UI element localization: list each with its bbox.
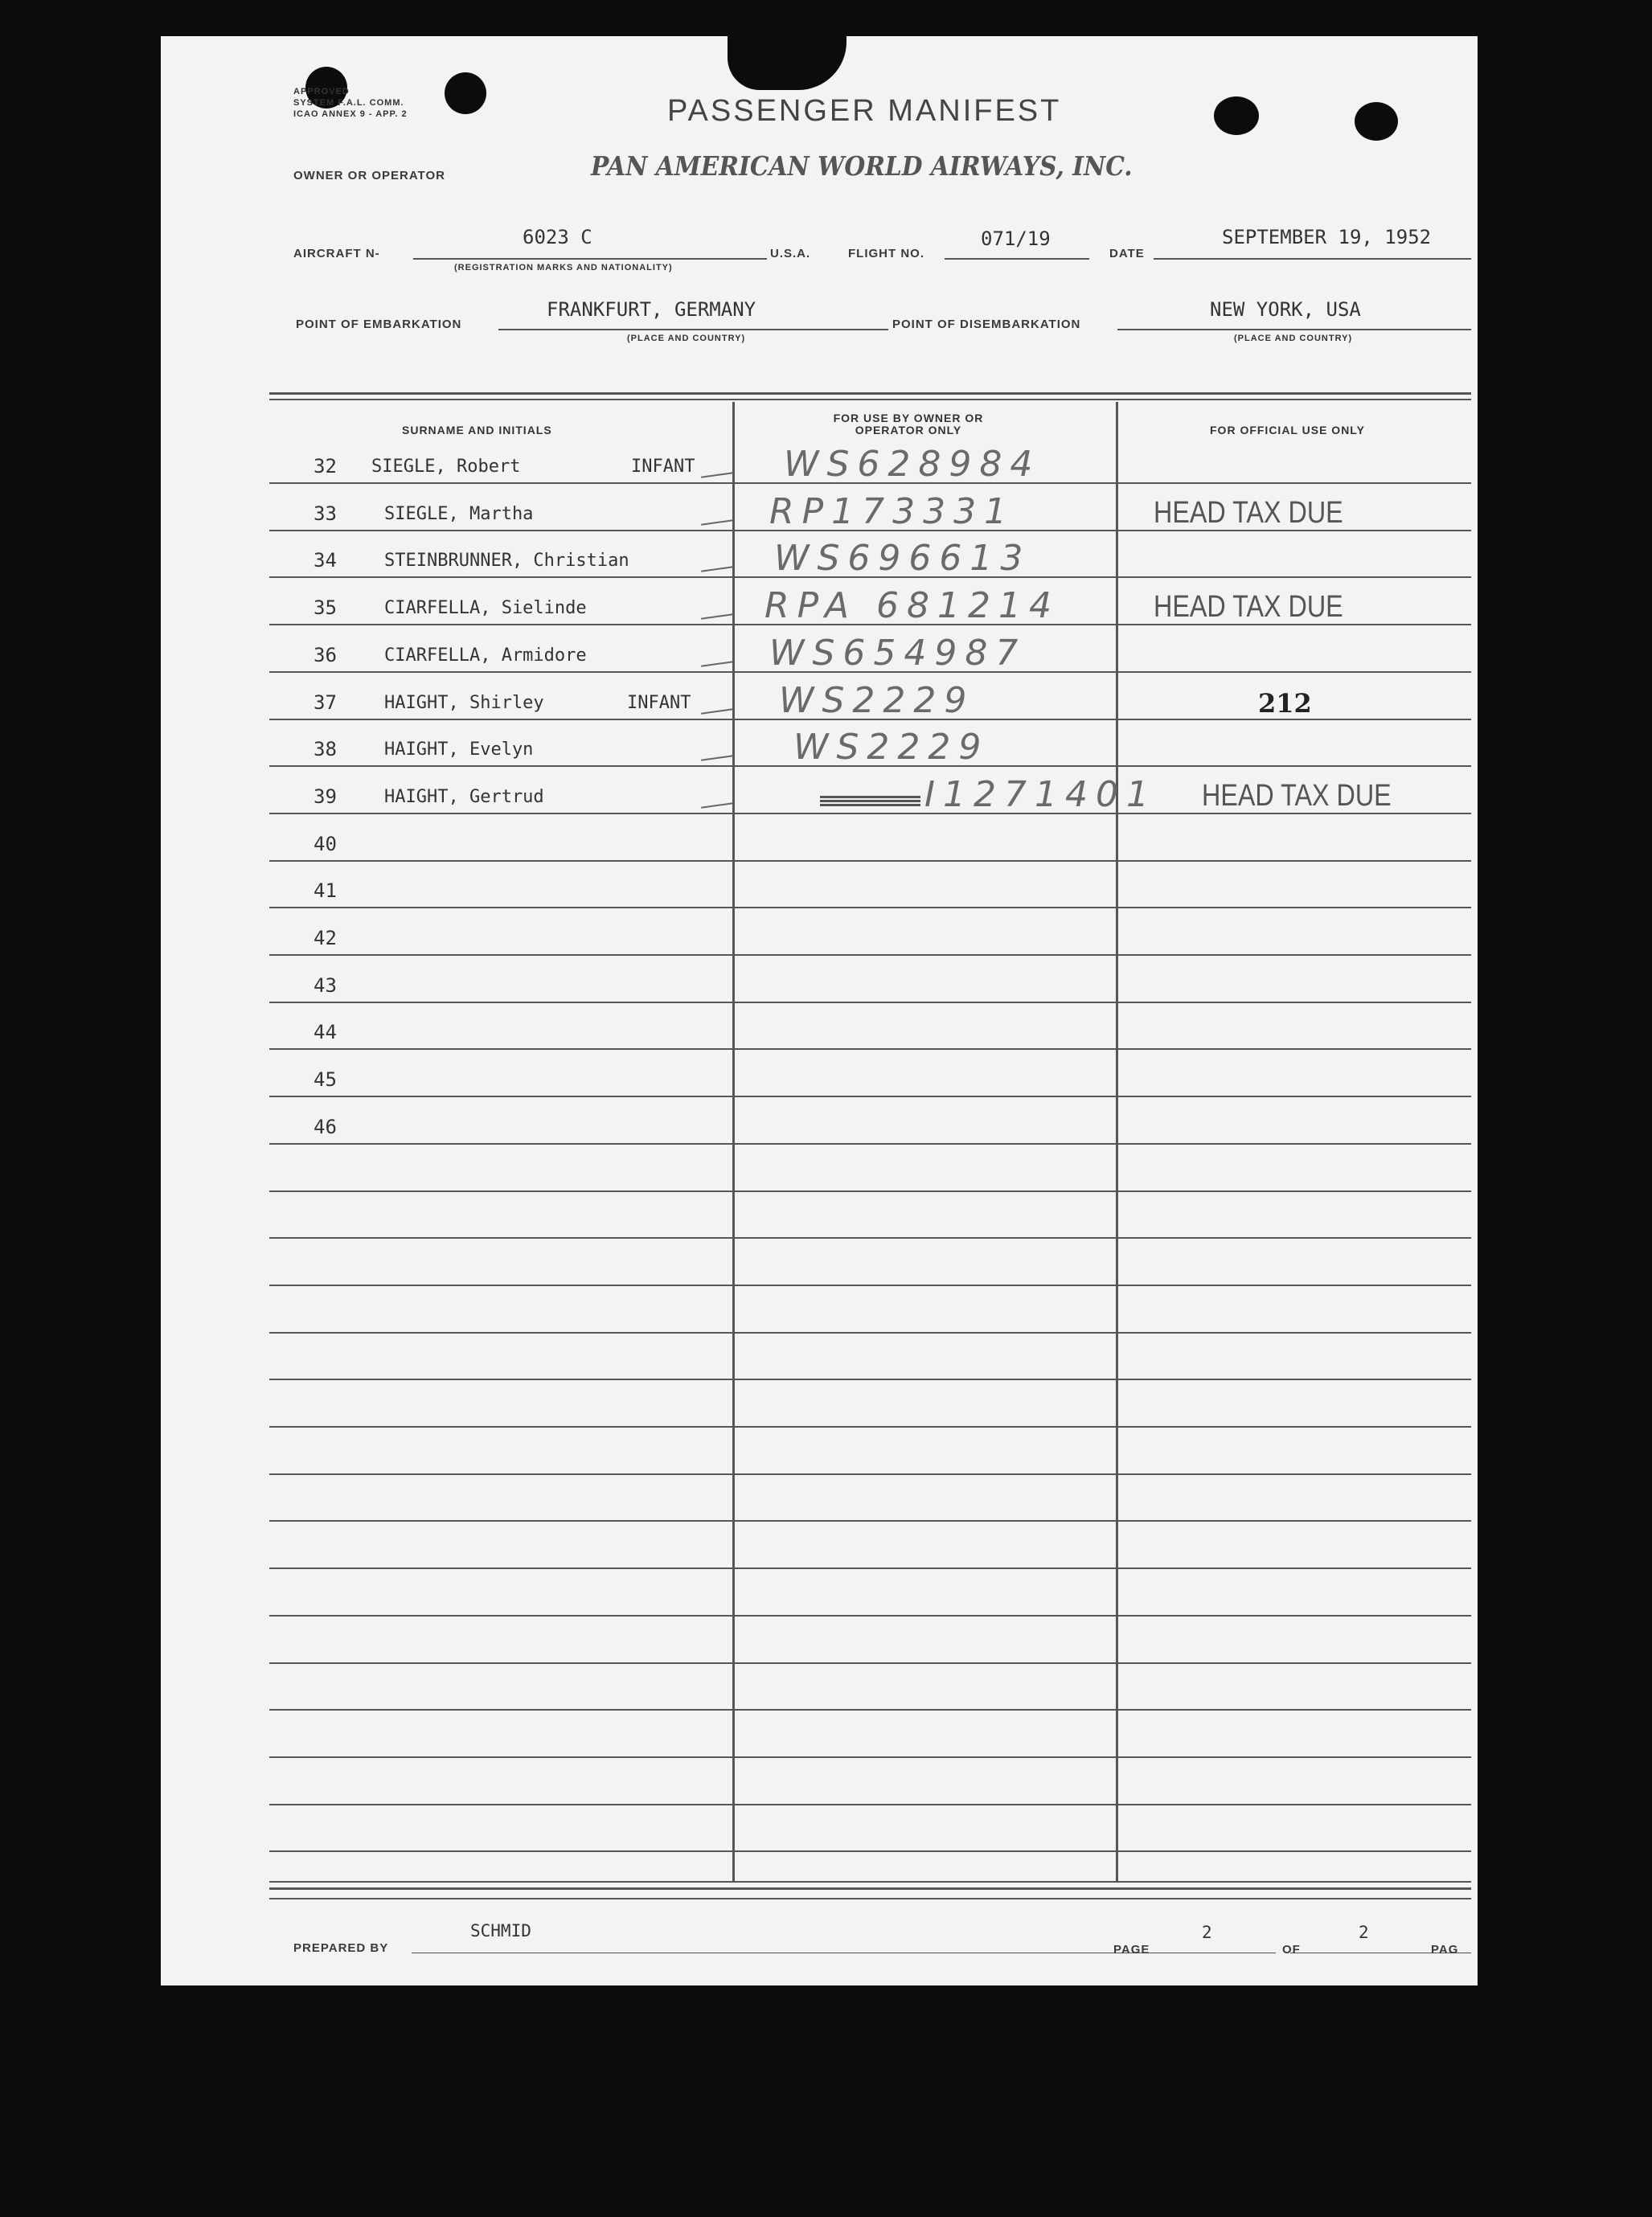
row-line xyxy=(269,1804,1471,1805)
infant-note: INFANT xyxy=(627,692,691,713)
flight-label: FLIGHT NO. xyxy=(848,247,924,260)
document-number: WS2229 xyxy=(793,727,990,768)
row-line xyxy=(269,954,1471,956)
manifest-page xyxy=(161,36,1478,1985)
row-line xyxy=(269,1615,1471,1617)
registration-note: (REGISTRATION MARKS AND NATIONALITY) xyxy=(454,263,673,273)
row-line xyxy=(269,1473,1471,1475)
document-number: RPA 681214 xyxy=(765,585,1060,627)
head-tax-stamp: HEAD TAX DUE xyxy=(1154,590,1343,625)
table-bottom-rule xyxy=(269,1887,1471,1890)
flight-value: 071/19 xyxy=(981,227,1051,250)
row-line xyxy=(269,1002,1471,1003)
table-top-rule xyxy=(269,399,1471,400)
operator-name: PAN AMERICAN WORLD AIRWAYS, INC. xyxy=(591,150,1133,182)
passenger-name: HAIGHT, Shirley xyxy=(384,692,544,713)
column-header-official: FOR OFFICIAL USE ONLY xyxy=(1210,424,1365,436)
page-value: 2 xyxy=(1202,1923,1212,1942)
punch-hole xyxy=(1355,102,1398,141)
aircraft-label: AIRCRAFT N- xyxy=(293,247,380,260)
row-line xyxy=(269,1143,1471,1145)
pages-label: PAG xyxy=(1431,1943,1459,1957)
owner-label: OWNER OR OPERATOR xyxy=(293,169,445,182)
prepared-label: PREPARED BY xyxy=(293,1941,389,1955)
row-number: 33 xyxy=(314,502,337,525)
row-line xyxy=(269,1850,1471,1852)
passenger-name: CIARFELLA, Armidore xyxy=(384,645,587,666)
passenger-name: STEINBRUNNER, Christian xyxy=(384,551,629,572)
row-line xyxy=(269,1285,1471,1286)
passenger-name: SIEGLE, Martha xyxy=(384,503,534,524)
hand-dash xyxy=(701,472,733,478)
passenger-name: HAIGHT, Evelyn xyxy=(384,740,534,760)
approval-block xyxy=(293,86,408,120)
hand-dash xyxy=(701,613,733,620)
document-number: WS696613 xyxy=(774,538,1031,580)
table-top-rule xyxy=(269,392,1471,395)
row-line xyxy=(269,1048,1471,1050)
row-number: 40 xyxy=(314,832,337,855)
torn-corner xyxy=(728,32,846,90)
head-tax-stamp: HEAD TAX DUE xyxy=(1202,778,1392,813)
date-label: DATE xyxy=(1109,247,1145,260)
embark-value: FRANKFURT, GERMANY xyxy=(547,298,756,321)
place-note: (PLACE AND COUNTRY) xyxy=(627,334,746,343)
place-note: (PLACE AND COUNTRY) xyxy=(1234,334,1353,343)
row-number: 39 xyxy=(314,785,337,808)
aircraft-value: 6023 C xyxy=(523,226,592,248)
document-number: WS654987 xyxy=(769,632,1027,674)
pages-value: 2 xyxy=(1359,1923,1369,1942)
fill-line xyxy=(945,258,1089,260)
row-number: 32 xyxy=(314,455,337,477)
row-line xyxy=(269,1756,1471,1758)
row-number: 34 xyxy=(314,549,337,572)
page-title: PASSENGER MANIFEST xyxy=(667,94,1062,128)
strikeout-mark xyxy=(820,795,920,806)
page-label: PAGE xyxy=(1113,1943,1150,1957)
punch-hole xyxy=(1214,96,1259,135)
row-line xyxy=(269,1898,1471,1899)
hand-dash xyxy=(701,802,733,809)
row-number: 42 xyxy=(314,927,337,949)
approval-line: ICAO ANNEX 9 - APP. 2 xyxy=(293,109,408,119)
row-line xyxy=(269,1426,1471,1428)
disembark-label: POINT OF DISEMBARKATION xyxy=(892,318,1081,331)
passenger-name: SIEGLE, Robert xyxy=(371,457,521,477)
document-number: WS2229 xyxy=(779,679,975,721)
table-bottom-rule xyxy=(269,1881,1471,1883)
fill-line xyxy=(1117,329,1471,330)
row-number: 37 xyxy=(314,691,337,714)
official-number: 212 xyxy=(1258,687,1312,719)
row-number: 35 xyxy=(314,596,337,620)
approval-line: APPROVED xyxy=(293,87,350,96)
row-line xyxy=(269,1520,1471,1522)
document-number: I1271401 xyxy=(924,773,1157,815)
row-number: 44 xyxy=(314,1021,337,1044)
embark-label: POINT OF EMBARKATION xyxy=(296,318,462,331)
row-line xyxy=(269,907,1471,908)
hand-dash xyxy=(701,567,733,573)
fill-line xyxy=(1154,258,1471,260)
infant-note: INFANT xyxy=(631,457,695,477)
hand-dash xyxy=(701,755,733,761)
row-line xyxy=(269,1379,1471,1380)
of-label: OF xyxy=(1282,1943,1301,1957)
hand-dash xyxy=(701,708,733,715)
fill-line xyxy=(413,258,767,260)
row-number: 38 xyxy=(314,738,337,761)
approval-line: SYSTEM F.A.L. COMM. xyxy=(293,98,404,108)
row-line xyxy=(269,860,1471,862)
row-line xyxy=(269,1662,1471,1664)
column-header-owner: FOR USE BY OWNER OR OPERATOR ONLY xyxy=(833,412,984,436)
punch-hole xyxy=(445,72,486,114)
hand-dash xyxy=(701,519,733,526)
row-number: 43 xyxy=(314,973,337,997)
row-line xyxy=(269,1237,1471,1239)
prepared-by-value: SCHMID xyxy=(470,1921,531,1940)
date-value: SEPTEMBER 19, 1952 xyxy=(1222,226,1432,248)
passenger-name: HAIGHT, Gertrud xyxy=(384,786,544,807)
row-number: 41 xyxy=(314,879,337,903)
row-line xyxy=(269,1332,1471,1334)
row-line xyxy=(269,1709,1471,1711)
row-line xyxy=(269,1096,1471,1097)
passenger-name: CIARFELLA, Sielinde xyxy=(384,598,587,619)
document-number: WS628984 xyxy=(784,444,1041,485)
row-number: 45 xyxy=(314,1068,337,1092)
head-tax-stamp: HEAD TAX DUE xyxy=(1154,495,1343,530)
fill-line xyxy=(498,329,888,330)
row-line xyxy=(269,1567,1471,1569)
document-number: RP173331 xyxy=(769,490,1015,532)
row-number: 46 xyxy=(314,1115,337,1138)
column-header-surname: SURNAME AND INITIALS xyxy=(402,424,552,436)
disembark-value: NEW YORK, USA xyxy=(1210,298,1361,321)
usa-label: U.S.A. xyxy=(770,247,811,260)
row-number: 36 xyxy=(314,643,337,666)
hand-dash xyxy=(701,661,733,667)
row-line xyxy=(269,1190,1471,1192)
